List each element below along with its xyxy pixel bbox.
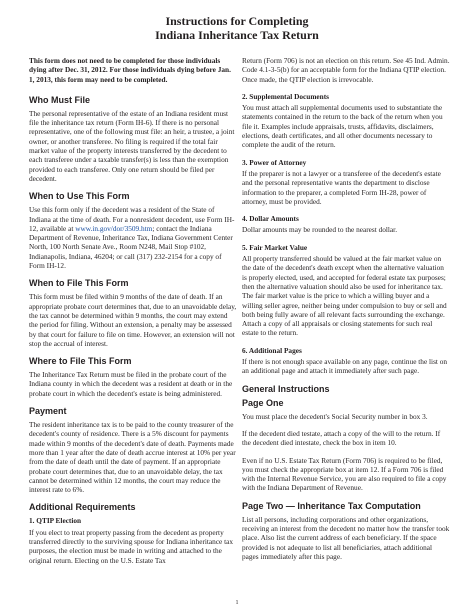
- when-to-file-text: This form must be filed within 9 months of the date of death. If an appropriate probate court determines that, due to an unavoidable delay, the tax cannot be determined within 9 months, the court may extend the period for filing. Without an extension, a penalty may be assessed by that court for failure to file on time. However, an extension will not stop the accrual of interest.: [29, 292, 237, 348]
- dollar-amounts-heading: 4. Dollar Amounts: [242, 214, 299, 224]
- page-one-text-1: You must place the decedent's Social Security number in box 3.: [242, 411, 428, 421]
- power-of-attorney-heading: 3. Power of Attorney: [242, 157, 307, 167]
- page-one-heading: Page One: [242, 397, 284, 408]
- additional-pages-heading: 6. Additional Pages: [242, 345, 302, 355]
- qtip-text: If you elect to treat property passing from the decedent as property transferred directly to the surviving spouse for Indiana inheritance tax purposes, the election must be made in writing and attached to the original return. Electing on the U.S. Estate Tax: [29, 527, 234, 565]
- page-two-heading: Page Two — Inheritance Tax Computation: [242, 500, 421, 511]
- supplemental-documents-text: You must attach all supplemental documents used to substantiate the statements contained in the return to the back of the return when you file it. Examples include appraisals, trusts, affidavits, disclaimers, elections, death certificates, and all other documents necessary to complete the audit of the return.: [242, 103, 443, 150]
- intro-notice: This form does not need to be completed for those individuals dying after Dec. 31, 2012. For those individuals dying before Jan. 1, 2013, this form may need to be completed.: [29, 56, 231, 84]
- page-one-text-3: Even if no U.S. Estate Tax Return (Form 706) is required to be filed, you must check the appropriate box at item 12. If a Form 706 is filed with the Internal Revenue Service, you are also required to file a copy with the Indiana Department of Revenue.: [242, 455, 447, 493]
- where-to-file-text: The Inheritance Tax Return must be filed in the probate court of the Indiana county in which the decedent was a resident at death or in the probate court in which the decedent's estate is being administered.: [29, 370, 233, 398]
- who-must-file-text: The personal representative of the estate of an Indiana resident must file the inheritance tax return (Form IH-6). If there is no personal representative, one of the following must file: an heir, a trustee, a joint owner, or another transferee. No filing is required if the total fair market value of the property interests transferred by the decedent to each transferee under a taxable transfer(s) is less than the exemption provided to each transferee. Only one return should be filed per decedent.: [29, 108, 235, 183]
- when-to-use-text: [29, 205, 237, 270]
- when-to-use-text-b: ; contact the Indiana Department of Revenue, Inheritance Tax, Indiana Government Center North, 100 North Senate Ave., Room N248, Mail Stop #102, Indianapolis, Indiana, 46204; or call (317) 232-2154 for a copy of Form IH-12.: [29, 223, 233, 271]
- dollar-amounts-text: Dollar amounts may be rounded to the nearest dollar.: [242, 225, 398, 235]
- qtip-text-continued: Return (Form 706) is not an election on this return. See 45 Ind. Admin. Code 4.1-3-5(b) for an acceptable form for the Indiana QTIP election. Once made, the QTIP election is irrevocable.: [242, 56, 450, 84]
- additional-pages-text: If there is not enough space available on any page, continue the list on an additional page and attach it immediately after such page.: [242, 357, 448, 376]
- fair-market-value-heading: 5. Fair Market Value: [242, 242, 308, 252]
- title-line-1: Instructions for Completing: [165, 14, 309, 28]
- payment-heading: Payment: [29, 406, 67, 417]
- when-to-use-text-a: Use this form only if the decedent was a resident of the State of Indiana at the time of death. For a nonresident decedent, use Form IH-12, available at: [29, 205, 235, 233]
- page-two-text: List all persons, including corporations and other organizations, receiving an interest from the decedent no matter how the transfer took place. Also list the current address of each beneficiary. If the space provided is not adequate to list all beneficiaries, attach additional pages immediately after this page.: [242, 514, 450, 561]
- page-number: 1: [235, 600, 239, 606]
- page-one-text-2: If the decedent died testate, attach a copy of the will to the return. If the decedent died intestate, check the box in item 10.: [242, 428, 441, 448]
- fair-market-value-text: All property transferred should be valued at the fair market value on the date of the decedent's death except when the alternative valuation is properly elected, used, and accepted for federal estate tax purposes; then the alternative valuation should also be used for inheritance tax. The fair market value is the price to which a willing buyer and a willing seller agree, neither being under compulsion to buy or sell and both being fully aware of all relevant facts surrounding the exchange. Attach a copy of all appraisals or closing statements for such real estate to the return.: [242, 254, 447, 338]
- supplemental-documents-heading: 2. Supplemental Documents: [242, 91, 329, 101]
- who-must-file-heading: Who Must File: [29, 94, 90, 105]
- qtip-heading: 1. QTIP Election: [29, 516, 82, 526]
- document-title: [0, 14, 474, 42]
- additional-requirements-heading: Additional Requirements: [29, 502, 136, 513]
- when-to-use-heading: When to Use This Form: [29, 191, 130, 202]
- right-column: [242, 56, 450, 569]
- when-to-file-heading: When to File This Form: [29, 278, 129, 289]
- power-of-attorney-text: If the preparer is not a lawyer or a transferee of the decedent's estate and the personal representative wants the department to disclose information to the preparer, a completed Form IH-28, power of attorney, must be provided.: [242, 168, 441, 206]
- title-line-2: Indiana Inheritance Tax Return: [155, 28, 319, 42]
- form-ih12-link[interactable]: www.in.gov/dor/3509.htm: [75, 223, 153, 233]
- left-column: [29, 56, 237, 573]
- payment-text: The resident inheritance tax is to be paid to the county treasurer of the decedent's county of residence. There is a 5% discount for payments made within 9 months of the decedent's date of death. Payments made more than 1 year after the date of death accrue interest at 10% per year from the date of death until the date of payment. If an appropriate probate court determines that, due to an unavoidable delay, the tax cannot be determined within 12 months, the court may reduce the interest rate to 6%.: [29, 420, 236, 495]
- general-instructions-heading: General Instructions: [242, 383, 330, 394]
- where-to-file-heading: Where to File This Form: [29, 356, 132, 367]
